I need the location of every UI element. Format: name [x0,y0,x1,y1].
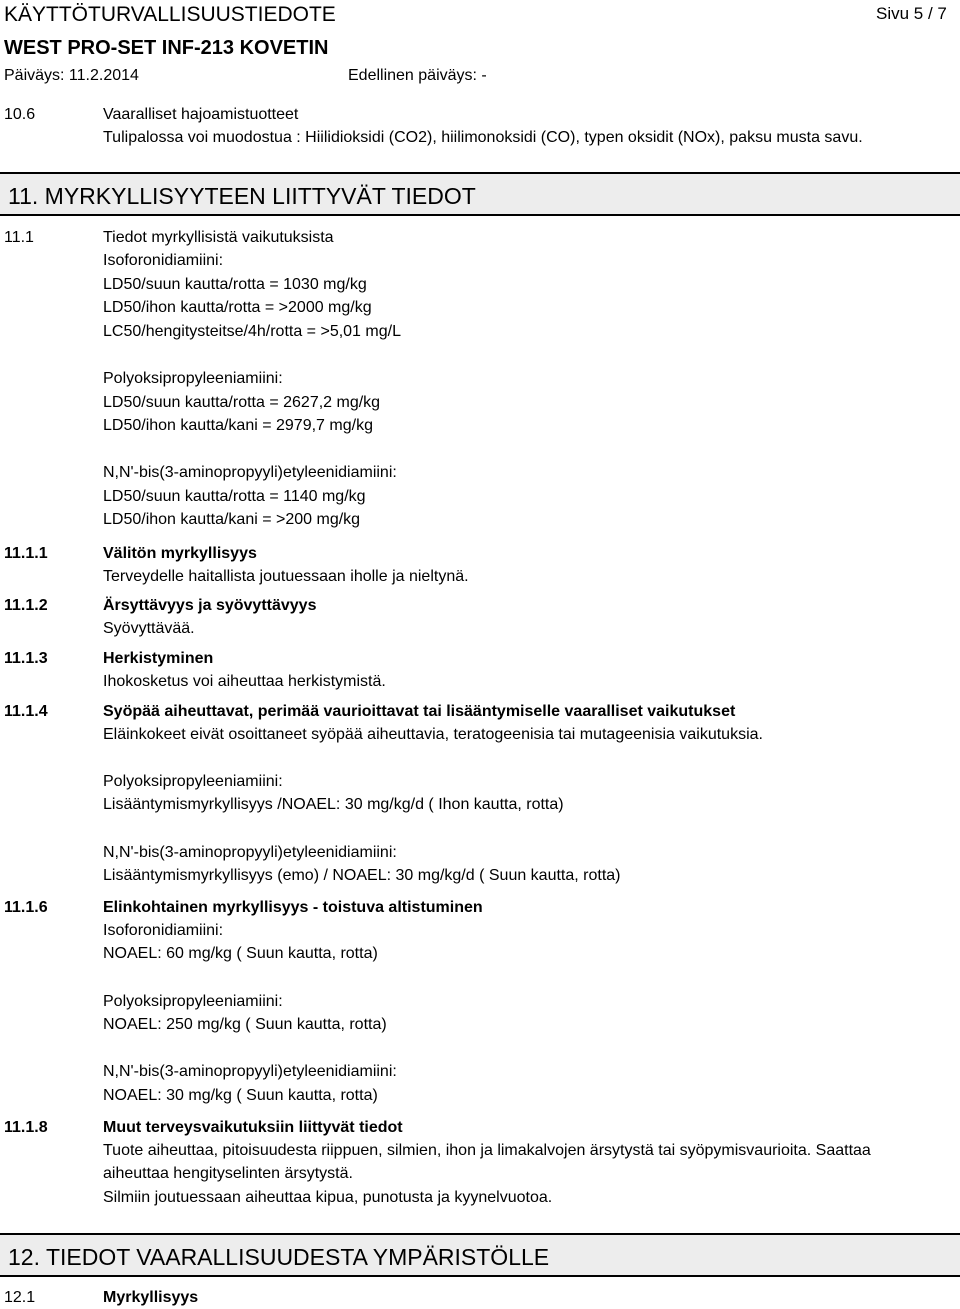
subsection-text: Terveydelle haitallista joutuessaan iholle ja nieltynä. [103,568,469,585]
text-line: LD50/suun kautta/rotta = 2627,2 mg/kg [103,394,381,411]
section-number: 11.1 [4,229,34,246]
subsection-title: Tiedot myrkyllisistä vaikutuksista [103,229,334,246]
text-line: Lisääntymismyrkyllisyys /NOAEL: 30 mg/kg/d ( Ihon kautta, rotta) [103,796,564,813]
text-line: N,N'-bis(3-aminopropyyli)etyleenidiamiini: [103,844,397,861]
section-number: 11.1.8 [4,1119,48,1136]
section-number: 12.1 [4,1289,36,1306]
subsection-title: Välitön myrkyllisyys [103,545,257,562]
product-name: WEST PRO-SET INF-213 KOVETIN [4,37,329,59]
section-number: 11.1.6 [4,899,48,916]
text-line: LC50/hengitysteitse/4h/rotta = >5,01 mg/L [103,323,401,340]
text-line: Eläinkokeet eivät osoittaneet syöpää aiheuttavia, teratogeenisia tai mutageenisia vaikutuksia. [103,726,763,743]
section-number: 11.1.3 [4,650,48,667]
previous-date: Edellinen päiväys: - [348,67,487,84]
text-line: N,N'-bis(3-aminopropyyli)etyleenidiamiini: [103,464,397,481]
section-heading: 12. TIEDOT VAARALLISUUDESTA YMPÄRISTÖLLE [8,1244,550,1270]
issue-date: Päiväys: 11.2.2014 [4,67,139,84]
text-line: NOAEL: 250 mg/kg ( Suun kautta, rotta) [103,1016,387,1033]
subsection-title: Ärsyttävyys ja syövyttävyys [103,597,317,614]
subsection-title: Syöpää aiheuttavat, perimää vaurioittavat tai lisääntymiselle vaaralliset vaikutukset [103,703,736,720]
text-line: Polyoksipropyleeniamiini: [103,993,283,1010]
subsection-title: Herkistyminen [103,650,214,667]
section-number: 10.6 [4,106,36,123]
subsection-title: Vaaralliset hajoamistuotteet [103,106,299,123]
text-line: N,N'-bis(3-aminopropyyli)etyleenidiamiini: [103,1063,397,1080]
text-line: LD50/ihon kautta/rotta = >2000 mg/kg [103,299,372,316]
text-line: NOAEL: 60 mg/kg ( Suun kautta, rotta) [103,945,378,962]
section-number: 11.1.2 [4,597,48,614]
text-line: Polyoksipropyleeniamiini: [103,773,283,790]
text-line: LD50/ihon kautta/kani = >200 mg/kg [103,511,361,528]
text-line: Silmiin joutuessaan aiheuttaa kipua, punotusta ja kyynelvuotoa. [103,1189,553,1206]
section-number: 11.1.1 [4,545,48,562]
subsection-title: Myrkyllisyys [103,1289,199,1306]
section-number: 11.1.4 [4,703,48,720]
text-line: LD50/suun kautta/rotta = 1140 mg/kg [103,488,366,505]
section-heading-bar [0,1233,960,1277]
text-line: LD50/ihon kautta/kani = 2979,7 mg/kg [103,417,373,434]
subsection-text: Ihokosketus voi aiheuttaa herkistymistä. [103,673,386,690]
section-heading-bar [0,172,960,216]
subsection-title: Muut terveysvaikutuksiin liittyvät tiedot [103,1119,403,1136]
text-line: Isoforonidiamiini: [103,922,224,939]
text-line: LD50/suun kautta/rotta = 1030 mg/kg [103,276,367,293]
page-number: Sivu 5 / 7 [876,4,947,23]
section-heading: 11. MYRKYLLISYYTEEN LIITTYVÄT TIEDOT [8,183,476,209]
text-line: Polyoksipropyleeniamiini: [103,370,283,387]
text-line: aiheuttaa hengityselinten ärsytystä. [103,1165,353,1182]
text-line: Tuote aiheuttaa, pitoisuudesta riippuen, silmien, ihon ja limakalvojen ärsytystä tai syöpymisvaurioita. Saattaa [103,1142,871,1159]
subsection-text: Tulipalossa voi muodostua : Hiilidioksidi (CO2), hiilimonoksidi (CO), typen oksidit (NOx), paksu musta savu. [103,129,863,146]
subsection-text: Syövyttävää. [103,620,195,637]
subsection-title: Elinkohtainen myrkyllisyys - toistuva altistuminen [103,899,483,916]
text-line: Isoforonidiamiini: [103,252,224,269]
text-line: Lisääntymismyrkyllisyys (emo) / NOAEL: 30 mg/kg/d ( Suun kautta, rotta) [103,867,621,884]
document-type-title: KÄYTTÖTURVALLISUUSTIEDOTE [4,3,336,26]
text-line: NOAEL: 30 mg/kg ( Suun kautta, rotta) [103,1087,378,1104]
